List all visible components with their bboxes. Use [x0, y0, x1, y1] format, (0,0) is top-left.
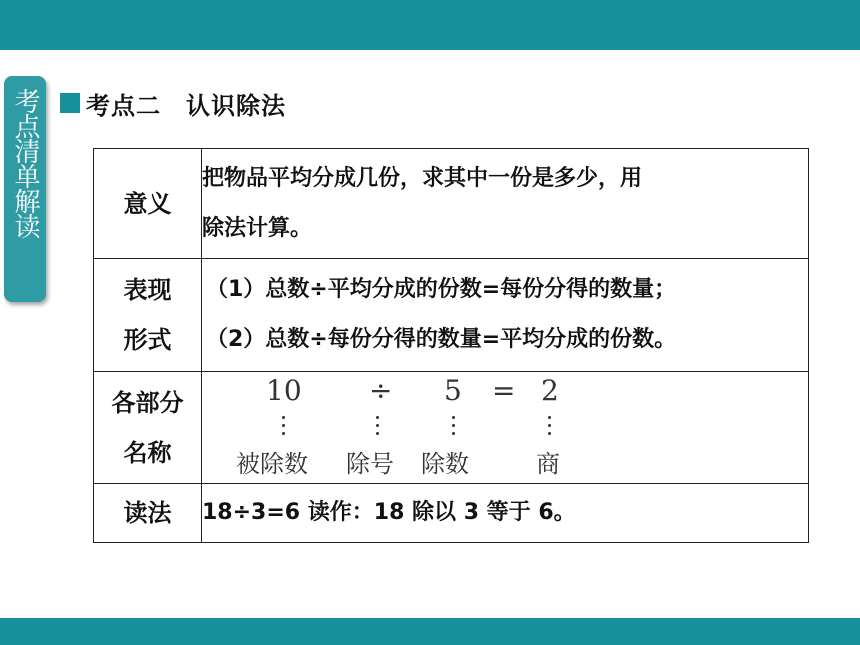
row-key-meaning	[94, 149, 202, 259]
section-heading	[60, 88, 286, 118]
key-text: 名称	[123, 438, 172, 467]
top-banner	[0, 0, 860, 50]
key-text: 表现	[123, 276, 172, 304]
key-text: 读法	[123, 499, 172, 527]
value-text: 18÷3=6 读作：18 除以 3 等于 6。	[202, 500, 576, 525]
dividend-number: 10	[266, 374, 302, 407]
row-key-forms	[94, 259, 202, 372]
value-text: （1）总数÷平均分成的份数=每份分得的数量；	[206, 277, 677, 302]
table-row-reading	[94, 484, 809, 543]
quotient-number: 2	[541, 374, 559, 407]
dotted-connector	[548, 416, 551, 440]
division-diagram	[202, 372, 808, 483]
divisor-name: 除数	[421, 450, 469, 478]
value-text: （2）总数÷每份分得的数量=平均分成的份数。	[206, 327, 677, 352]
quotient-name: 商	[536, 450, 560, 478]
dotted-connector	[282, 416, 285, 440]
value-text: 除法计算。	[202, 215, 313, 241]
row-key-part-names	[94, 372, 202, 484]
heading-square-icon	[60, 93, 80, 113]
bottom-banner	[0, 618, 860, 645]
table-row-part-names	[94, 372, 809, 484]
row-value-forms	[202, 259, 809, 372]
row-value-part-names	[202, 372, 809, 484]
value-text: 把物品平均分成几份，求其中一份是多少，用	[202, 165, 643, 191]
divisor-number: 5	[444, 374, 462, 407]
division-sign: ÷	[369, 374, 393, 407]
table-row-meaning	[94, 149, 809, 259]
section-side-tab	[4, 76, 46, 302]
sign-name: 除号	[346, 450, 394, 478]
key-text: 意义	[123, 189, 172, 218]
division-info-table	[93, 148, 809, 543]
dotted-connector	[452, 416, 455, 440]
row-value-reading	[202, 484, 809, 543]
key-text: 形式	[123, 326, 172, 354]
dotted-connector	[376, 416, 379, 440]
equals-sign: =	[492, 374, 516, 407]
side-tab-label: 考点清单解读	[10, 88, 40, 238]
dividend-name: 被除数	[236, 450, 308, 478]
row-key-reading	[94, 484, 202, 543]
heading-title: 考点二 认识除法	[86, 91, 286, 120]
row-value-meaning	[202, 149, 809, 259]
table-row-forms	[94, 259, 809, 372]
key-text: 各部分	[111, 388, 184, 417]
